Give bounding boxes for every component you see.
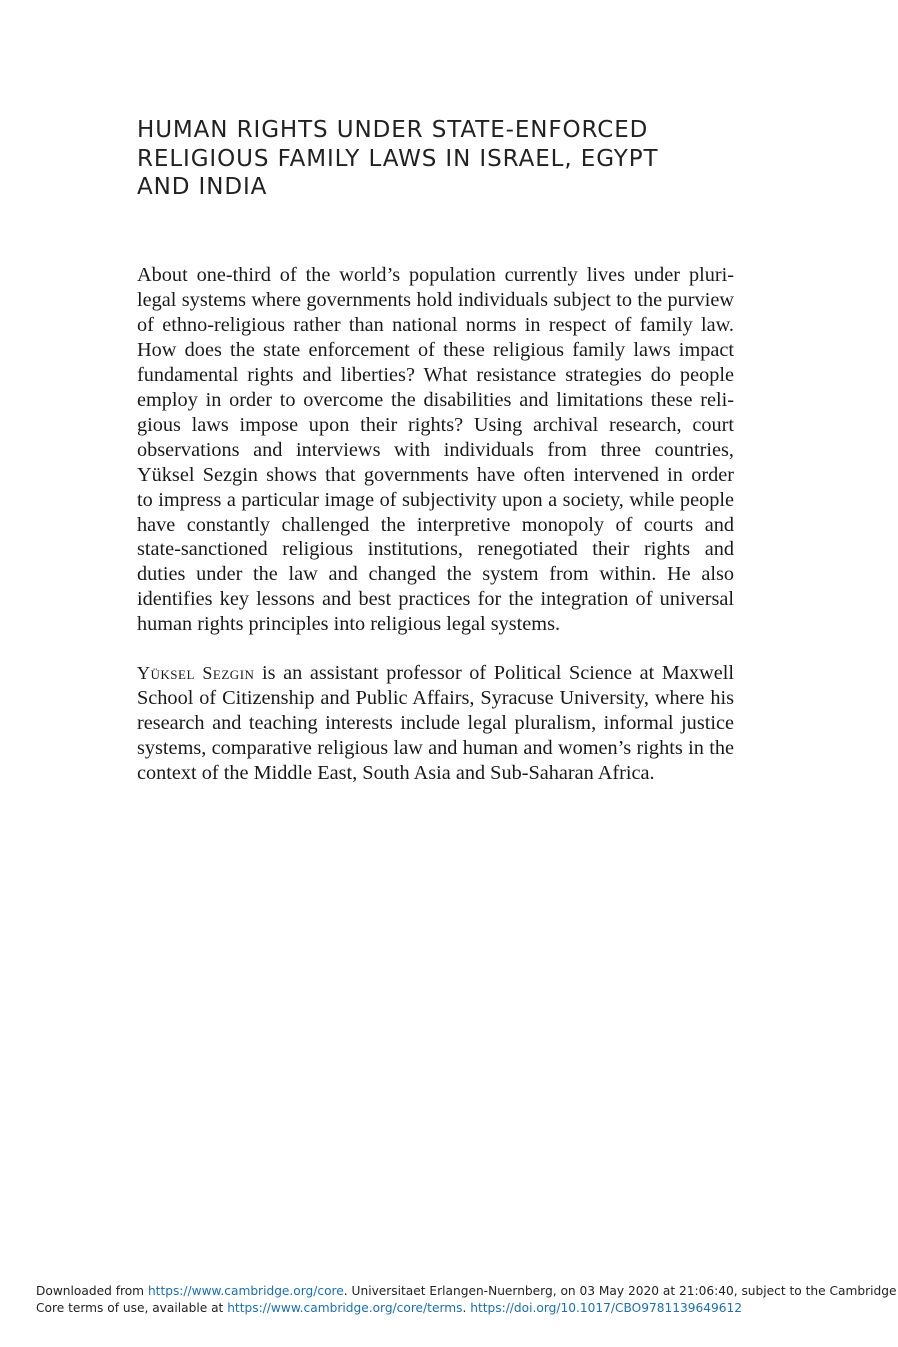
footer-separator: . [462, 1301, 471, 1315]
doi-link[interactable]: https://doi.org/10.1017/CBO9781139649612 [470, 1301, 743, 1315]
abstract-line: fundamental rights and liberties? What resistance strategies do people [137, 363, 734, 386]
abstract-line: to impress a particular image of subjectivity upon a society, while people [137, 488, 734, 511]
bio-line: School of Citizenship and Public Affairs, Syracuse University, where his [137, 686, 734, 709]
footer-downloaded-from: Downloaded from [36, 1284, 148, 1298]
abstract-line: About one-third of the world’s population currently lives under pluri- [137, 264, 734, 286]
bio-line: research and teaching interests include legal pluralism, informal justice [137, 711, 734, 734]
footer-line1-text: . Universitaet Erlangen-Nuernberg, on 03 May 2020 at 21:06:40, subject to the Cambridge [343, 1284, 897, 1298]
abstract-line: of ethno-religious rather than national norms in respect of family law. [137, 313, 734, 336]
bio-line: systems, comparative religious law and human and women’s rights in the [137, 736, 734, 759]
bio-line: context of the Middle East, South Asia and Sub-Saharan Africa. [137, 761, 655, 784]
abstract-line: gious laws impose upon their rights? Using archival research, court [137, 413, 734, 436]
abstract-line: observations and interviews with individuals from three countries, [137, 438, 734, 461]
book-title [137, 116, 757, 202]
abstract-line: have constantly challenged the interpretive monopoly of courts and [137, 513, 734, 536]
footer-line [36, 1283, 897, 1300]
abstract-line: identifies key lessons and best practices for the integration of universal [137, 588, 734, 611]
abstract-line: Yüksel Sezgin shows that governments have often intervened in order [137, 463, 734, 486]
bio-first-line-text: is an assistant professor of Political Science at Maxwell [254, 662, 734, 684]
title-line: HUMAN RIGHTS UNDER STATE-ENFORCED [137, 117, 649, 143]
author-name: Yüksel Sezgin [137, 663, 255, 683]
abstract-line: state-sanctioned religious institutions, renegotiated their rights and [137, 538, 734, 561]
footer-line [36, 1300, 886, 1317]
abstract-line: human rights principles into religious legal systems. [137, 613, 561, 636]
abstract-line: employ in order to overcome the disabilities and limitations these reli- [137, 388, 734, 411]
footer-terms-text: Core terms of use, available at [36, 1301, 228, 1315]
abstract-line: legal systems where governments hold individuals subject to the purview [137, 288, 734, 311]
abstract-paragraph [137, 263, 734, 637]
download-footer [36, 1283, 897, 1317]
abstract-line: How does the state enforcement of these religious family laws impact [137, 338, 734, 361]
cambridge-core-link[interactable]: https://www.cambridge.org/core [147, 1284, 344, 1298]
terms-of-use-link[interactable]: https://www.cambridge.org/core/terms [227, 1301, 463, 1315]
author-bio-paragraph [137, 661, 734, 786]
bio-line [137, 661, 734, 686]
abstract-line: duties under the law and changed the system from within. He also [137, 563, 734, 586]
title-line: AND INDIA [137, 174, 268, 200]
title-line: RELIGIOUS FAMILY LAWS IN ISRAEL, EGYPT [137, 145, 659, 172]
